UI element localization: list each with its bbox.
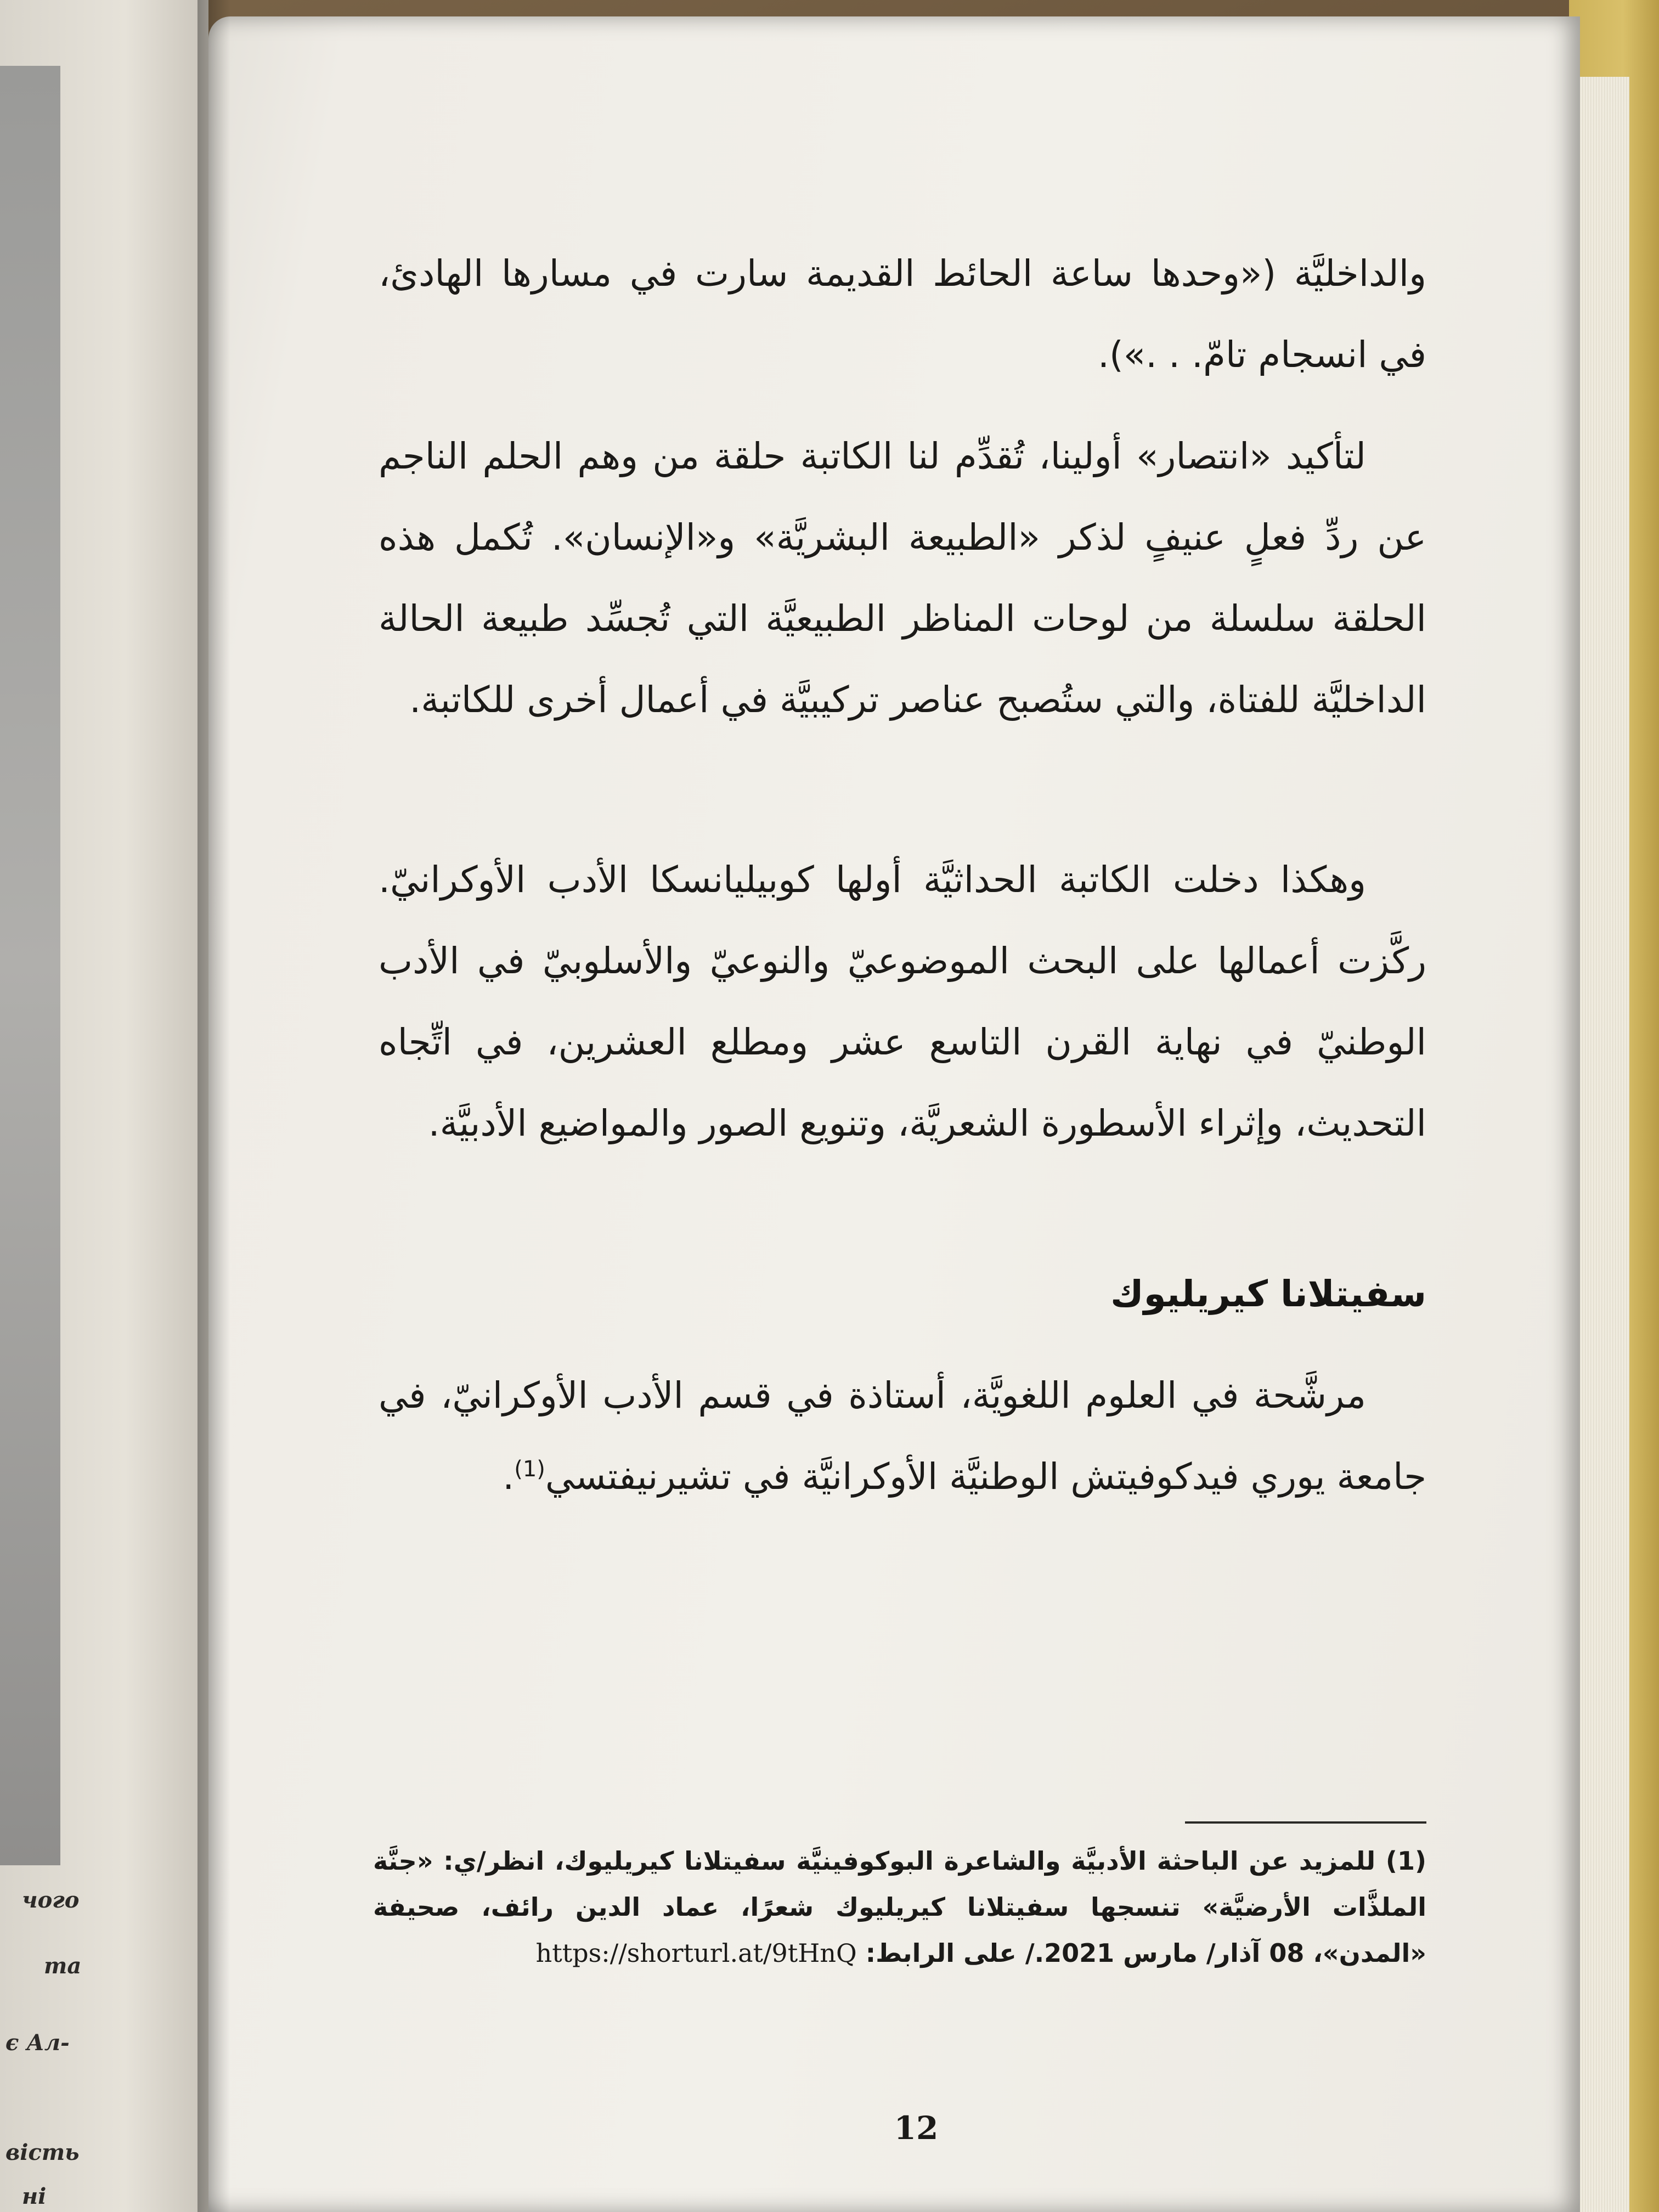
paragraph-2: لتأكيد «انتصار» أولينا، تُقدِّم لنا الكاتبة حلقة من وهم الحلم الناجم عن ردِّ فعلٍ عنيفٍ لذكر «الطبيعة البشريَّة» و«الإنسان». تُكمل هذه الحلقة سلسلة من لوحات المناظر الطبيعيَّة التي تُجسِّد طبيعة الحالة الداخليَّة للفتاة، والتي ستُصبح عناصر تركيبيَّة في أعمال أخرى للكاتبة. — [379, 435, 1426, 721]
gutter-shadow — [198, 0, 230, 2212]
page-number: 12 — [894, 2109, 939, 2147]
left-page-photo — [0, 66, 60, 1865]
section-body-end: . — [503, 1455, 515, 1498]
footnote-rule — [1185, 1821, 1426, 1824]
left-page-fragment: є Ал- — [5, 2030, 70, 2056]
book-page — [208, 16, 1580, 2212]
section-body-text: مرشَّحة في العلوم اللغويَّة، أستاذة في قسم الأدب الأوكرانيّ، في جامعة يوري فيدكوفيتش الوطنيَّة الأوكرانيَّة في تشيرنيفتسي — [379, 1374, 1426, 1498]
footnote-ref: (1) — [514, 1457, 545, 1482]
footnote — [373, 1838, 1426, 1976]
paragraph-1: والداخليَّة («وحدها ساعة الحائط القديمة سارت في مسارها الهادئ، في انسجام تامّ. . .»). — [379, 252, 1426, 376]
left-page-fragment: чого — [22, 1887, 80, 1913]
footnote-text: (1) للمزيد عن الباحثة الأدبيَّة والشاعرة البوكوفينيَّة سفيتلانا كيريليوك، انظر/ي: «جنَّة الملذَّات الأرضيَّة» تنسجها سفيتلانا كيريليوك شعرًا، عماد الدين رائف، صحيفة «المدن»، 08 آذار/ مارس 2021./ على الرابط: — [373, 1846, 1426, 1968]
paragraph-3: وهكذا دخلت الكاتبة الحداثيَّة أولها كوبيليانسكا الأدب الأوكرانيّ. ركَّزت أعمالها على البحث الموضوعيّ والنوعيّ والأسلوبيّ في الأدب الوطنيّ في نهاية القرن التاسع عشر ومطلع العشرين، في اتِّجاه التحديث، وإثراء الأسطورة الشعريَّة، وتنويع الصور والمواضيع الأدبيَّة. — [379, 859, 1426, 1144]
section-body — [379, 1355, 1426, 1517]
left-page-fragment: ні — [22, 2183, 47, 2209]
left-page-fragment: вість — [5, 2140, 80, 2165]
left-page — [0, 0, 208, 2212]
left-page-fragment: та — [44, 1953, 82, 1979]
section-heading: سفيتلانا كيريليوك — [1110, 1273, 1426, 1315]
footnote-url: https://shorturl.at/9tHnQ — [535, 1938, 857, 1968]
